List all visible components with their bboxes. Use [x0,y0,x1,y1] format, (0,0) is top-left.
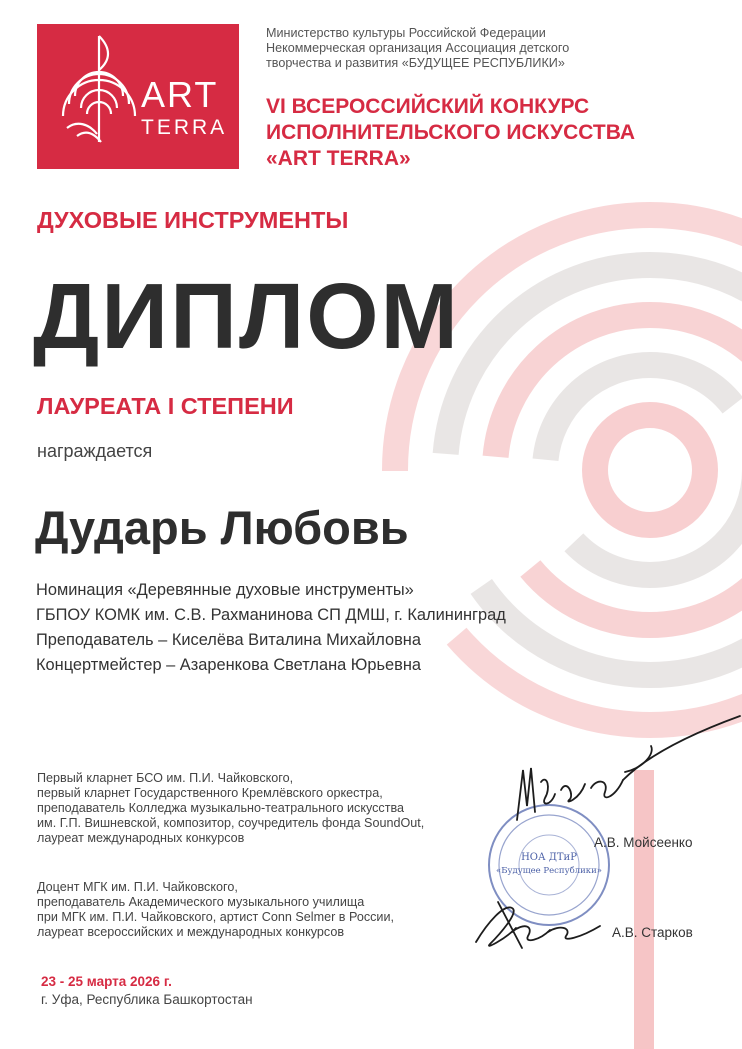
teacher-line: Преподаватель – Киселёва Виталина Михайловна [36,631,421,649]
signatory-description [37,880,487,940]
event-place: г. Уфа, Республика Башкортостан [41,992,253,1007]
signatory-description-line: при МГК им. П.И. Чайковского, артист Conn Selmer в России, [37,910,394,924]
signatory-description-line: преподаватель Академического музыкального училища [37,895,365,909]
signatory-description-line: преподаватель Колледжа музыкально-театрального искусства [37,801,405,815]
award-details [36,578,596,678]
contest-title-line: VI ВСЕРОССИЙСКИЙ КОНКУРС [266,95,590,118]
signatory-name: А.В. Старков [612,925,693,940]
nomination-line: Номинация «Деревянные духовые инструменты» [36,581,414,599]
category-heading: ДУХОВЫЕ ИНСТРУМЕНТЫ [37,207,349,233]
art-terra-logo [37,24,239,169]
event-dates: 23 - 25 марта 2026 г. [41,974,172,989]
degree-heading: ЛАУРЕАТА I СТЕПЕНИ [37,393,294,419]
awarded-label: награждается [37,441,153,461]
signatory-description-line: им. Г.П. Вишневской, композитор, соучредитель фонда SoundOut, [37,816,425,830]
recipient-name: Дударь Любовь [35,501,409,554]
signatory-description [37,771,487,846]
signatory-description-line: Первый кларнет БСО им. П.И. Чайковского, [37,771,294,785]
logo-terra-text: TERRA [141,116,228,139]
school-line: ГБПОУ КОМК им. С.В. Рахманинова СП ДМШ, г. Калининград [36,606,506,624]
organizer-block [266,26,706,71]
signatory-description-line: первый кларнет Государственного Кремлёвского оркестра, [37,786,383,800]
signature-moiseenko [505,708,742,830]
contest-title [266,94,736,172]
stamp-text-line: «Будущее Республики» [496,866,602,876]
contest-title-line: «ART TERRA» [266,147,411,170]
signatory-description-line: лауреат международных конкурсов [37,831,245,845]
organizer-line: Некоммерческая организация Ассоциация детского [266,41,570,55]
contest-title-line: ИСПОЛНИТЕЛЬСКОГО ИСКУССТВА [266,121,635,144]
signatory-description-line: Доцент МГК им. П.И. Чайковского, [37,880,238,894]
signatory-name: А.В. Мойсеенко [594,835,693,850]
organizer-line: Министерство культуры Российской Федерации [266,26,546,40]
organizer-line: творчества и развития «БУДУЩЕЕ РЕСПУБЛИКИ» [266,56,565,70]
signatory-description-line: лауреат всероссийских и международных конкурсов [37,925,345,939]
accompanist-line: Концертмейстер – Азаренкова Светлана Юрьевна [36,656,422,674]
stamp-text-line: НОА ДТиР [521,852,577,863]
logo-art-text: ART [141,74,219,115]
signature-starkov [468,892,608,958]
diploma-title: ДИПЛОМ [33,264,461,368]
